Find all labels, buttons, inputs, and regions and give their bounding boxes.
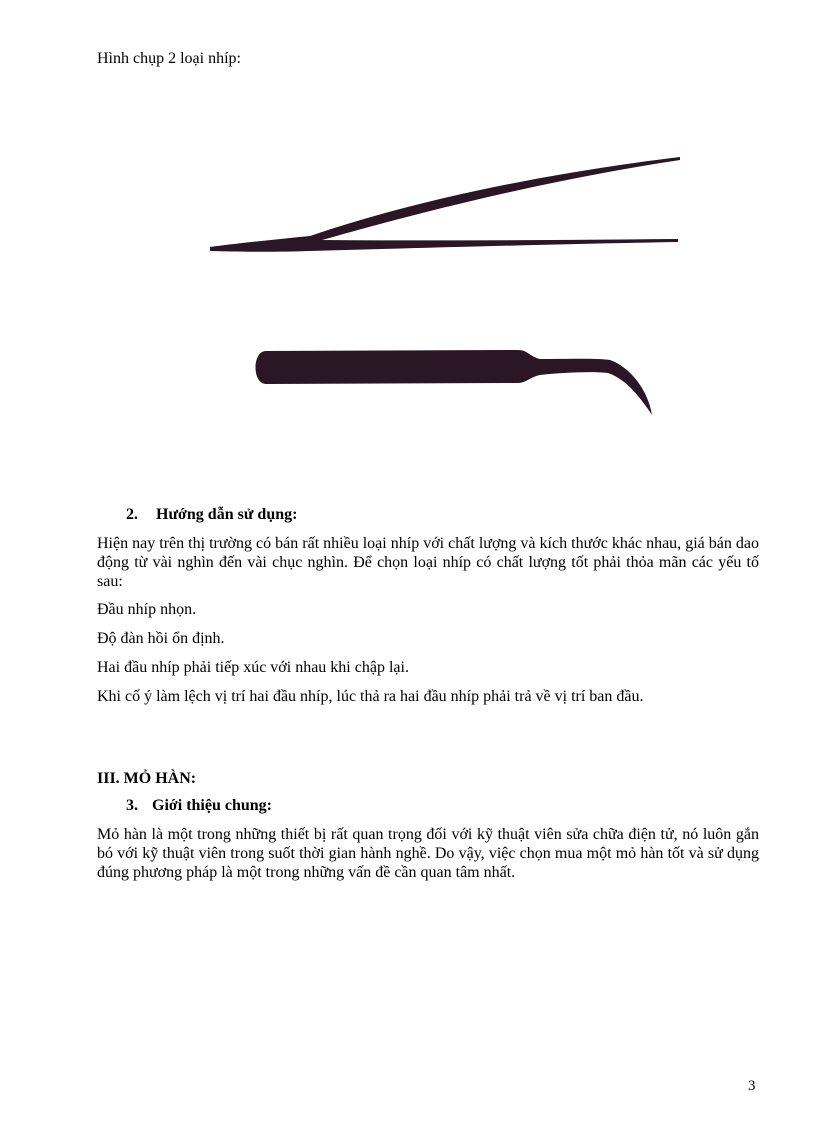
curved-tweezers-image xyxy=(256,350,653,415)
usage-heading-title: Hướng dẫn sử dụng: xyxy=(156,506,298,523)
tweezers-figure xyxy=(200,145,690,425)
usage-heading xyxy=(126,506,297,524)
general-intro-heading xyxy=(126,797,272,815)
solder-intro-paragraph: Mỏ hàn là một trong những thiết bị rất quan trọng đối với kỹ thuật viên sửa chữa điện tử, nó luôn gắn bó với kỹ thuật viên trong suốt thời gian hành nghề. Do vậy, việc chọn mua một mỏ hàn tốt và sử dụng đúng phương pháp là một trong những vấn đề cần quan tâm nhất. xyxy=(97,826,759,881)
usage-heading-number: 2. xyxy=(126,506,138,523)
figure-caption: Hình chụp 2 loại nhíp: xyxy=(97,50,241,67)
solder-section-heading: III. MỎ HÀN: xyxy=(97,770,197,787)
page-number: 3 xyxy=(748,1078,756,1094)
usage-item: Độ đàn hồi ổn định. xyxy=(97,630,225,647)
usage-item: Khi cố ý làm lệch vị trí hai đầu nhíp, lúc thả ra hai đầu nhíp phải trả về vị trí ban đầu. xyxy=(97,688,644,705)
general-intro-number: 3. xyxy=(126,797,138,814)
straight-tweezers-image xyxy=(210,157,680,252)
usage-intro-paragraph: Hiện nay trên thị trường có bán rất nhiều loại nhíp với chất lượng và kích thước khác nhau, giá bán dao động từ vài nghìn đến vài chục nghìn. Để chọn loại nhíp có chất lượng tốt phải thỏa mãn các yếu tố sau: xyxy=(97,535,759,590)
usage-item: Hai đầu nhíp phải tiếp xúc với nhau khi chập lại. xyxy=(97,659,409,676)
general-intro-title: Giới thiệu chung: xyxy=(152,797,272,814)
usage-item: Đầu nhíp nhọn. xyxy=(97,601,197,618)
